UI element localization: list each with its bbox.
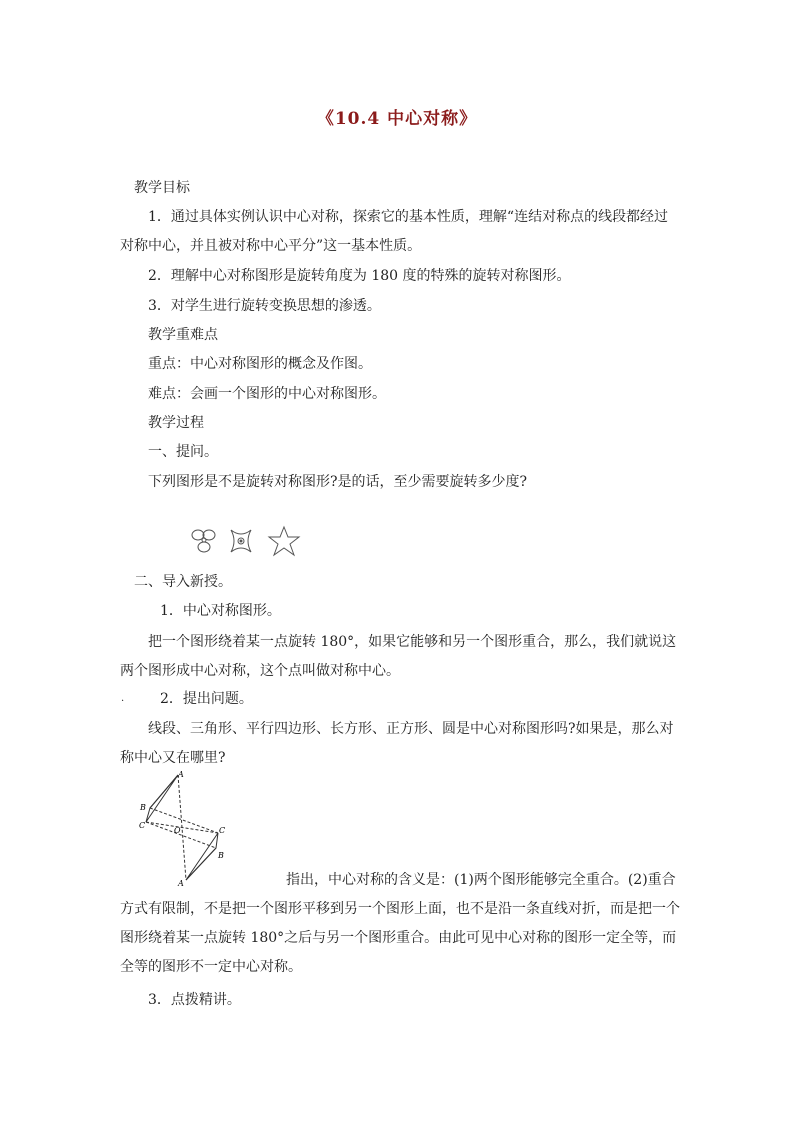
sub-2-text: 线段、三角形、平行四边形、长方形、正方形、圆是中心对称图形吗?如果是，那么对称中心又在哪里? <box>120 721 674 766</box>
step-1-heading: 一、提问。 <box>148 444 218 460</box>
label-o-center: O <box>174 826 181 835</box>
objectives-heading: 教学目标 <box>134 180 190 196</box>
cross-shape <box>231 530 251 552</box>
explanation-block <box>120 866 680 982</box>
label-b-right: B <box>218 851 224 860</box>
key-point: 重点：中心对称图形的概念及作图。 <box>148 356 372 372</box>
step-2-heading: 二、导入新授。 <box>134 574 232 590</box>
dashed-bb <box>150 808 218 833</box>
propeller-shape <box>192 530 215 552</box>
margin-dot: . <box>121 693 125 704</box>
star-shape <box>269 527 299 555</box>
sub-1-text: 把一个图形绕着某一点旋转 180°，如果它能够和另一个图形重合，那么，我们就说这两个图形成中心对称，这个点叫做对称中心。 <box>120 634 677 679</box>
label-a-bottom: A <box>178 879 184 888</box>
rotation-shapes-figure <box>188 524 304 558</box>
objective-1: 1．通过具体实例认识中心对称，探索它的基本性质，理解“连结对称点的线段都经过对称中心，并且被对称中心平分”这一基本性质。 <box>120 209 669 254</box>
sub-2-heading: 2．提出问题。 <box>160 691 253 707</box>
label-c-left: C <box>139 821 146 830</box>
key-difficulty-heading: 教学重难点 <box>148 327 218 343</box>
process-heading: 教学过程 <box>148 415 204 431</box>
step-1-question: 下列图形是不是旋转对称图形?是的话，至少需要旋转多少度? <box>148 474 528 490</box>
label-b-left: B <box>140 803 146 812</box>
objective-2: 2．理解中心对称图形是旋转角度为 180 度的特殊的旋转对称图形。 <box>148 268 571 284</box>
difficult-point: 难点：会画一个图形的中心对称图形。 <box>148 386 386 402</box>
sub-3-heading: 3．点拨精讲。 <box>148 992 241 1008</box>
explanation-text: 指出，中心对称的含义是：(1)两个图形能够完全重合。(2)重合方式有限制，不是把一个图形平移到另一个图形上面，也不是沿一条直线对折，而是把一个图形绕着某一点旋转 180°之后与另一个图形重合。由此可见中心对称的图形一定全等，而全等的图形不一定中心对称。 <box>120 872 680 975</box>
objective-3: 3．对学生进行旋转变换思想的渗透。 <box>148 298 381 314</box>
upper-triangle <box>146 775 178 822</box>
label-a-top: A <box>178 770 184 779</box>
page-title: 《10.4 中心对称》 <box>316 109 478 129</box>
dashed-cc <box>146 822 216 848</box>
label-c-right: C <box>219 826 226 835</box>
sub-1-heading: 1．中心对称图形。 <box>160 603 281 619</box>
